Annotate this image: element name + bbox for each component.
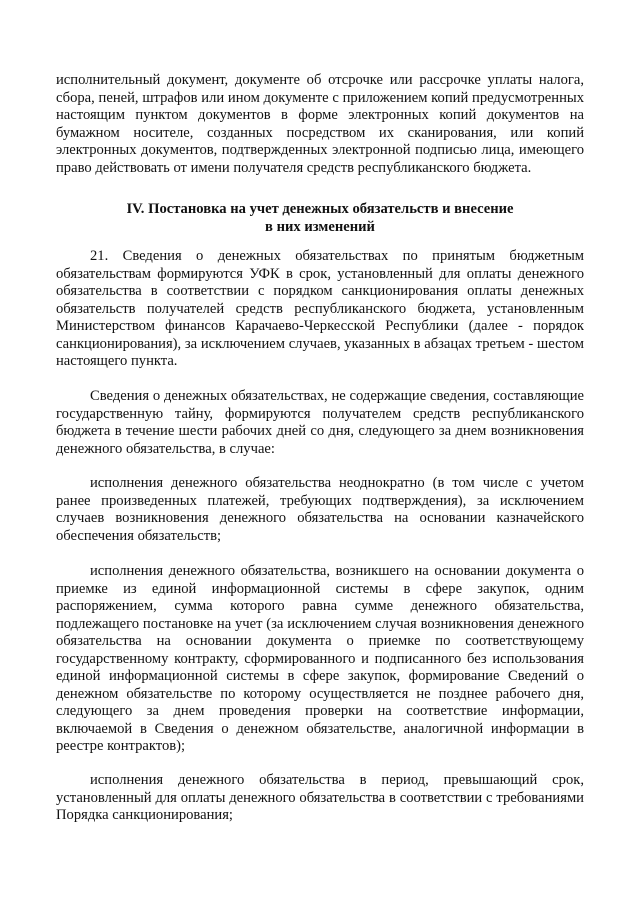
section-heading-line-1: IV. Постановка на учет денежных обязательств и внесение xyxy=(126,201,514,217)
paragraph-block-2 xyxy=(56,388,584,458)
paragraph-block-5 xyxy=(56,772,584,825)
section-heading-line-2: в них изменений xyxy=(265,218,375,235)
intro-paragraph: исполнительный документ, документе об отсрочке или рассрочке уплаты налога, сбора, пеней, штрафов или ином документе с приложением копий предусмотренных настоящим пунктом документов в форме электронных копий документов на бумажном носителе, созданных посредством их сканирования, или копий электронных документов, подтвержденных электронной подписью лица, имеющего право действовать от имени получателя средств республиканского бюджета. xyxy=(56,72,584,176)
paragraph-case-extended-period: исполнения денежного обязательства в период, превышающий срок, установленный для оплаты денежного обязательства в соответствии с требованиями Порядка санкционирования; xyxy=(56,772,584,823)
paragraph-block-3 xyxy=(56,475,584,545)
section-heading xyxy=(56,201,584,236)
paragraph-case-repeated-execution: исполнения денежного обязательства неоднократно (в том числе с учетом ранее произведенных платежей, требующих подтверждения), за исключением случаев возникновения денежного обязательства на основании казначейского обеспечения обязательств; xyxy=(56,475,584,544)
paragraph-case-acceptance-document: исполнения денежного обязательства, возникшего на основании документа о приемке из единой информационной системы в сфере закупок, одним распоряжением, сумма которого равна сумме денежного обязательства, подлежащего постановке на учет (за исключением случая возникновения денежного обязательства на основании документа о приемке по соответствующему государственному контракту, сформированного и подписанного без использования единой информационной системы в сфере закупок, формирование Сведений о денежном обязательстве по которому осуществляется не позднее рабочего дня, следующего за днем проведения проверки на соответствие информации, включаемой в Сведения о денежном обязательстве, аналогичной информации в реестре контрактов); xyxy=(56,563,584,754)
section-heading-text xyxy=(56,201,584,236)
paragraph-block-4 xyxy=(56,563,584,756)
paragraph-information-formation: Сведения о денежных обязательствах, не содержащие сведения, составляющие государственную тайну, формируются получателем средств республиканского бюджета в течение шести рабочих дней со дня, следующего за днем возникновения денежного обязательства, в случае: xyxy=(56,388,584,457)
paragraph-block-21 xyxy=(56,248,584,371)
paragraph-21: 21. Сведения о денежных обязательствах по принятым бюджетным обязательствам формируются УФК в срок, установленный для оплаты денежного обязательства в соответствии с порядком санкционирования оплаты денежных обязательств получателей средств республиканского бюджета, установленным Министерством финансов Карачаево-Черкесской Республики (далее - порядок санкционирования), за исключением случаев, указанных в абзацах третьем - шестом настоящего пункта. xyxy=(56,248,584,369)
intro-paragraph-block xyxy=(56,72,584,177)
